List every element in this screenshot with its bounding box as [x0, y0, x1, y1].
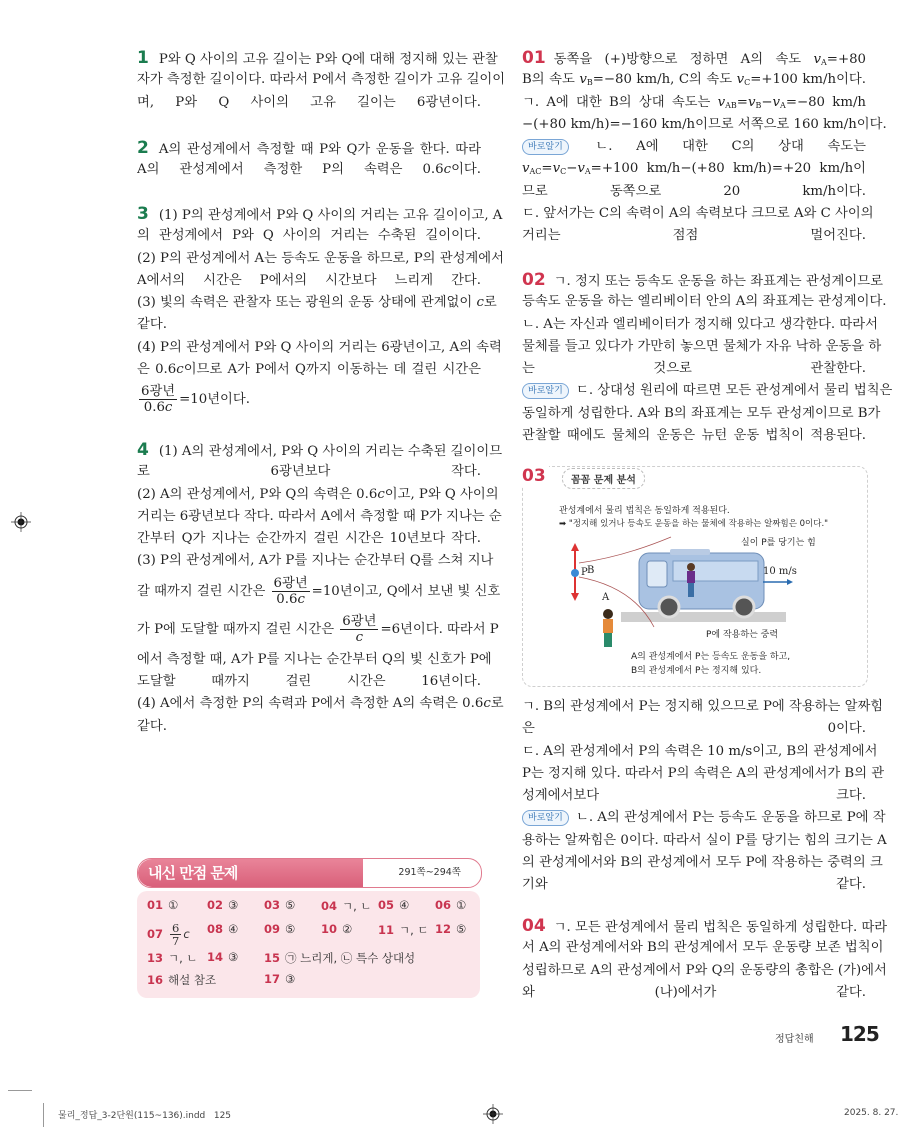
text-run: ㄱ. A에 대한 B의 상대 속도는: [522, 94, 718, 110]
text-run: =+100 km/h이다.: [750, 72, 866, 88]
answer-key-box: [137, 858, 480, 998]
text-line: [522, 114, 887, 136]
registration-mark-icon: [483, 1104, 503, 1124]
answer-key-number: 03: [264, 898, 281, 912]
answer-key-item: [207, 922, 238, 936]
text-run: 물체를 들고 있다가 가만히 놓으면 물체가 자유 낙하 운동을 하: [522, 338, 882, 354]
text-line: [137, 671, 481, 693]
text-run: (3) 빛의 속력은 관찰자 또는 광원의 운동 상태에 관계없이: [137, 295, 477, 311]
person-b-icon: [687, 563, 695, 597]
answer-key-number: 10: [321, 922, 338, 936]
text-run: ㄴ. A에 대한 C의 상대 속도는: [571, 139, 866, 155]
text-run: ㄱ. B의 관성계에서 P는 정지해 있으므로 P에 작용하는 알짜힘: [522, 699, 884, 714]
subscript: A: [780, 100, 786, 110]
answer-key-item: [321, 898, 372, 914]
text-line: [522, 403, 881, 425]
math-variable: v: [577, 161, 585, 177]
text-run: −: [566, 161, 578, 177]
speed-label: 10 m/s: [763, 566, 797, 577]
answer-key-number: 06: [435, 898, 452, 912]
text-line: [522, 158, 866, 180]
correction-badge: 바로알기: [522, 383, 569, 399]
answer-key-value: ①: [168, 898, 179, 912]
subscript: A: [584, 167, 591, 177]
text-line: [137, 573, 501, 611]
answer-number: 3: [137, 204, 149, 224]
text-line: [137, 359, 481, 381]
text-line: [137, 159, 481, 181]
text-run: 이므로 A가 P에서 Q까지 이동하는 데 걸린 시간은: [183, 362, 481, 378]
problem-number-03: 03: [522, 466, 549, 486]
math-variable: c: [377, 486, 385, 502]
answer-number: 2: [137, 138, 149, 158]
answer-key-body: [137, 891, 480, 998]
text-line: [522, 718, 866, 740]
page-number: 125: [840, 1022, 879, 1046]
text-run: −: [761, 94, 773, 110]
text-run: 에서 측정할 때, A가 P를 지나는 순간부터 Q의 빛 신호가 P에: [137, 651, 492, 667]
answer-key-value: ⑤: [456, 922, 467, 936]
answer-key-item: [147, 898, 178, 912]
text-run: (4) P의 관성계에서 P와 Q 사이의 거리는 6광년이고, A의 속력: [137, 339, 502, 355]
answer-key-item: [147, 922, 190, 947]
answer-key-number: 17: [264, 972, 281, 986]
answer-key-value: 해설 참조: [168, 973, 217, 987]
math-variable: v: [813, 52, 822, 67]
text-run: 로 6광년보다 작다.: [137, 464, 481, 480]
answer-key-item: [378, 922, 429, 938]
text-run: 로: [490, 696, 504, 712]
fraction: [340, 614, 378, 645]
law-arrow-text: ➡ "정지해 있거나 등속도 운동을 하는 물체에 작용하는 알짜힘은 0이다.": [559, 519, 829, 529]
text-line: [522, 874, 866, 896]
answer-key-value: ㉠ 느리게, ㉡ 특수 상대성: [285, 951, 416, 965]
text-line: [522, 203, 874, 225]
text-run: 서 A의 관성계에서와 B의 관성계에서 모두 운동량 보존 법칙이: [522, 940, 884, 956]
text-run: 은 0이다.: [522, 721, 866, 737]
text-line: [522, 136, 866, 158]
subscript: C: [744, 78, 751, 88]
text-run: (3) P의 관성계에서, A가 P를 지나는 순간부터 Q를 스쳐 지나: [137, 553, 494, 569]
tension-label: 실이 P를 당기는 힘: [741, 538, 816, 548]
text-run: 6광년: [273, 575, 308, 591]
text-run: 용하는 알짜힘은 0이다. 따라서 실이 P를 당기는 힘의 크기는 A: [522, 832, 887, 848]
math-variable: c: [355, 629, 364, 645]
label-p: P: [581, 567, 588, 578]
text-line: [137, 337, 502, 359]
text-run: 간부터 Q가 지나는 순간까지 걸린 시간은 10년보다 작다.: [137, 531, 481, 547]
answer-key-number: 07: [147, 927, 164, 941]
text-run: A의 관성계에서 측정할 때 P와 Q가 운동을 한다. 따라: [158, 142, 481, 157]
correction-badge: 바로알기: [522, 139, 569, 155]
text-run: =10년이다.: [179, 392, 250, 408]
text-line: [137, 439, 503, 461]
text-line: [137, 69, 506, 91]
text-line: [522, 92, 866, 114]
math-variable: c: [297, 591, 305, 607]
text-run: 가 P에 도달할 때까지 걸린 시간은: [137, 621, 339, 637]
problem-analysis-diagram: [522, 466, 868, 687]
answer-key-value: ③: [285, 972, 296, 986]
answer-key-item: [378, 898, 409, 912]
text-line: [522, 314, 878, 336]
text-line: [137, 716, 481, 738]
math-variable: v: [552, 161, 561, 177]
text-run: 와 (나)에서가 같다.: [522, 984, 866, 1000]
answer-key-number: 12: [435, 922, 452, 936]
answer-key-item: [207, 898, 238, 912]
answer-key-value: ⑤: [285, 922, 296, 936]
answer-key-number: 01: [147, 898, 164, 912]
answer-key-value: ④: [399, 898, 410, 912]
text-line: [522, 763, 885, 785]
analysis-pill: 꼼꼼 문제 분석: [562, 468, 645, 489]
answer-key-item: [207, 950, 238, 964]
answer-key-number: 14: [207, 950, 224, 964]
right-answer-01: [522, 47, 887, 248]
answer-number: 04: [522, 916, 546, 936]
fraction: [139, 384, 177, 415]
text-run: =−80 km/h: [785, 94, 866, 110]
text-run: P와 Q 사이의 고유 길이는 P와 Q에 대해 정지해 있는 관찰: [158, 52, 498, 67]
subscript: B: [755, 100, 762, 110]
answer-key-value: ①: [456, 898, 467, 912]
text-line: [522, 291, 887, 313]
text-line: [137, 137, 481, 159]
answer-key-item: [264, 972, 295, 986]
left-answer-3: [137, 203, 504, 419]
numerator: [340, 614, 378, 630]
answer-key-value: ㄱ, ㄷ: [399, 923, 429, 937]
text-line: [522, 852, 883, 874]
numerator: [139, 384, 177, 400]
text-run: ㄱ. 정지 또는 등속도 운동을 하는 좌표계는 관성계이므로: [553, 274, 883, 289]
answer-key-number: 04: [321, 899, 338, 913]
text-run: 거리는 6광년보다 작다. 따라서 A에서 측정할 때 P가 지나는 순: [137, 508, 502, 524]
text-line: [137, 693, 504, 715]
text-run: 0.6: [143, 400, 165, 416]
text-line: [522, 741, 878, 763]
caption-2: B의 관성계에서 P는 정지해 있다.: [631, 666, 762, 676]
text-line: [137, 506, 502, 528]
text-run: 6광년: [141, 384, 176, 400]
registration-mark-icon: [11, 512, 31, 532]
text-run: 며, P와 Q 사이의 고유 길이는 6광년이다.: [137, 94, 481, 110]
text-run: (2) A의 관성계에서, P와 Q의 속력은 0.6: [137, 486, 378, 502]
text-run: B의 속도: [522, 72, 580, 88]
gravity-label: P에 작용하는 중력: [706, 630, 779, 640]
text-run: 자가 측정한 길이이다. 따라서 P에서 측정한 길이가 고유 길이이: [137, 72, 506, 88]
text-line: [522, 69, 866, 91]
text-run: A의 관성계에서 측정한 P의 속력은 0.6: [137, 162, 444, 178]
text-line: [137, 47, 498, 69]
answer-key-number: 11: [378, 923, 395, 937]
answer-key-number: 08: [207, 922, 224, 936]
text-run: 6광년: [342, 613, 377, 629]
answer-key-value: ③: [228, 950, 239, 964]
text-run: =: [541, 161, 553, 177]
answer-key-item: [435, 922, 466, 936]
text-line: [137, 381, 481, 419]
answer-number: 02: [522, 270, 546, 290]
answer-key-number: 09: [264, 922, 281, 936]
text-run: =+80: [826, 52, 866, 67]
answer-key-number: 15: [264, 951, 281, 965]
wheel: [734, 597, 754, 617]
answer-key-header: [137, 858, 482, 888]
text-run: 동일하게 성립한다. A와 B의 좌표계는 모두 관성계이므로 B가: [522, 405, 881, 421]
caption-1: A의 관성계에서 P는 등속도 운동을 하고,: [631, 652, 791, 662]
math-variable: v: [579, 72, 587, 88]
right-answer-04: [522, 915, 888, 1004]
crop-mark: [43, 1103, 44, 1127]
text-run: ㄷ. 앞서가는 C의 속력이 A의 속력보다 크므로 A와 C 사이의: [522, 206, 874, 222]
answer-key-item: [147, 972, 216, 988]
subscript: AC: [529, 167, 542, 177]
text-line: [137, 550, 494, 572]
answer-key-value: ④: [228, 922, 239, 936]
text-line: [522, 425, 866, 447]
text-line: [522, 269, 883, 291]
text-line: [522, 225, 866, 247]
text-line: [137, 270, 481, 292]
subscript: B: [586, 78, 593, 88]
slug-date: 2025. 8. 27.: [844, 1108, 899, 1118]
text-line: [522, 380, 893, 402]
text-run: 은 0.6: [137, 362, 177, 378]
math-variable: v: [747, 94, 756, 110]
fraction: [170, 922, 181, 947]
wheel: [659, 597, 679, 617]
math-variable: c: [164, 400, 173, 416]
math-variable: c: [183, 927, 190, 941]
ball-p: [571, 569, 579, 577]
text-run: 성립하므로 A의 관성계에서 P와 Q의 운동량의 총합은 (가)에서: [522, 962, 887, 978]
answer-key-value: ③: [228, 898, 239, 912]
text-line: [522, 982, 866, 1004]
text-run: 0.6: [276, 591, 298, 607]
text-run: (1) P의 관성계에서 P와 Q 사이의 거리는 고유 길이이고, A: [158, 208, 503, 223]
answer-key-item: [264, 922, 295, 936]
math-variable: c: [176, 362, 184, 378]
denominator: [340, 630, 378, 645]
text-run: =10년이고, Q에서 보낸 빛 신호: [311, 583, 501, 599]
math-variable: v: [772, 94, 781, 110]
text-run: 등속도 운동을 하는 엘리베이터 안의 A의 좌표계는 관성계이다.: [522, 294, 887, 310]
answer-number: 4: [137, 440, 149, 460]
text-run: A에서의 시간은 P에서의 시간보다 느리게 간다.: [137, 272, 481, 288]
text-run: 도달할 때까지 걸린 시간은 16년이다.: [137, 674, 481, 690]
answer-key-number: 16: [147, 973, 164, 987]
left-answer-4: [137, 439, 504, 738]
text-line: [137, 528, 481, 550]
text-line: [137, 92, 481, 114]
text-line: [137, 292, 497, 314]
law-text: 관성계에서 물리 법칙은 동일하게 적용된다.: [559, 506, 730, 516]
text-run: 이다.: [451, 162, 481, 178]
text-line: [137, 461, 481, 483]
answer-number: 01: [522, 48, 546, 68]
numerator: 6: [172, 921, 180, 935]
text-run: (1) A의 관성계에서, P와 Q 사이의 거리는 수축된 길이이므: [158, 444, 503, 459]
denominator: 7: [172, 934, 180, 948]
slug-file: 물리_정답_3-2단원(115~136).indd 125: [58, 1111, 232, 1121]
answer-key-value: ㄱ, ㄴ: [168, 951, 198, 965]
correction-badge: 바로알기: [522, 810, 569, 826]
answer-number: 1: [137, 48, 149, 68]
text-line: [522, 807, 886, 829]
text-run: =6년이다. 따라서 P: [380, 621, 499, 637]
numerator: [272, 576, 310, 592]
text-line: [522, 915, 888, 937]
text-line: [137, 225, 481, 247]
text-run: =+100 km/h−(+80 km/h)=+20 km/h이: [590, 161, 866, 177]
answer-key-value: ②: [342, 922, 353, 936]
text-run: ㄷ. A의 관성계에서 P의 속력은 10 m/s이고, B의 관성계에서: [522, 743, 878, 759]
person-a-icon: [603, 609, 613, 647]
text-run: =−80 km/h, C의 속도: [592, 72, 737, 88]
answer-key-title: 내신 만점 문제: [138, 859, 363, 887]
text-line: [522, 47, 866, 69]
text-line: [522, 181, 866, 203]
text-line: [137, 203, 503, 225]
text-run: 동쪽을 (+)방향으로 정하면 A의 속도: [553, 52, 814, 67]
subscript: A: [821, 58, 827, 67]
fraction: [272, 576, 310, 607]
text-line: [137, 484, 499, 506]
math-variable: c: [476, 295, 484, 311]
left-answer-2: [137, 137, 481, 182]
text-run: 므로 동쪽으로 20 km/h이다.: [522, 183, 866, 199]
text-line: [522, 830, 887, 852]
math-variable: v: [736, 72, 745, 88]
text-run: 의 관성계에서 P와 Q 사이의 거리는 수축된 길이이다.: [137, 228, 481, 244]
text-run: 로: [483, 295, 497, 311]
text-run: 같다.: [137, 718, 167, 734]
text-line: [522, 937, 884, 959]
answer-key-item: [264, 898, 295, 912]
math-variable: v: [717, 94, 726, 110]
text-line: [137, 314, 481, 336]
text-line: [137, 248, 504, 270]
crop-mark: [8, 1090, 32, 1091]
text-run: 갈 때까지 걸린 시간은: [137, 583, 270, 599]
math-variable: c: [443, 162, 452, 178]
text-line: [522, 696, 884, 718]
text-run: 의 관성계에서와 B의 관성계에서 모두 P에 작용하는 중력의 크: [522, 855, 883, 871]
text-run: P는 정지해 있다. 따라서 P의 속력은 A의 관성계에서가 B의 관: [522, 765, 885, 781]
answer-key-item: [264, 950, 415, 966]
text-run: ㄷ. 상대성 원리에 따르면 모든 관성계에서 물리 법칙은: [571, 383, 893, 399]
answer-key-number: 02: [207, 898, 224, 912]
label-a: A: [602, 592, 610, 603]
denominator: [139, 400, 177, 415]
answer-key-value: ㄱ, ㄴ: [342, 899, 372, 913]
label-b: B: [587, 565, 595, 576]
text-run: (4) A에서 측정한 P의 속력과 P에서 측정한 A의 속력은 0.6: [137, 696, 484, 712]
math-variable: v: [522, 161, 530, 177]
text-run: −(+80 km/h)=−160 km/h이므로 서쪽으로 160 km/h이다.: [522, 116, 887, 132]
text-run: 기와 같다.: [522, 877, 866, 893]
text-line: [522, 785, 866, 807]
answer-key-value: ⑤: [285, 898, 296, 912]
subscript: C: [560, 167, 567, 177]
text-line: [522, 336, 882, 358]
text-run: =: [736, 94, 748, 110]
text-run: 성계에서보다 크다.: [522, 788, 866, 804]
answer-key-item: [147, 950, 198, 966]
denominator: [272, 592, 310, 607]
text-line: [522, 358, 866, 380]
left-answer-1: [137, 47, 506, 114]
text-line: [137, 611, 499, 649]
text-run: 는 것으로 관찰한다.: [522, 361, 866, 377]
text-run: ㄱ. 모든 관성계에서 물리 법칙은 동일하게 성립한다. 따라: [553, 920, 888, 935]
section-name: 정답친해: [775, 1034, 814, 1045]
text-line: [137, 649, 492, 671]
text-run: (2) P의 관성계에서 A는 등속도 운동을 하므로, P의 관성계에서: [137, 250, 504, 266]
answer-key-item: [321, 922, 352, 936]
answer-key-item: [435, 898, 466, 912]
text-run: 관찰할 때에도 물체의 운동은 뉴턴 운동 법칙이 적용된다.: [522, 428, 866, 444]
subscript: AB: [725, 100, 737, 110]
right-answer-03-cont: [522, 696, 887, 897]
text-line: [522, 960, 887, 982]
text-run: ㄴ. A는 자신과 엘리베이터가 정지해 있다고 생각한다. 따라서: [522, 316, 878, 332]
text-run: 거리는 점점 멀어진다.: [522, 228, 866, 244]
text-run: 이고, P와 Q 사이의: [384, 486, 499, 502]
answer-key-page-range: 291쪽~294쪽: [398, 867, 461, 878]
answer-key-number: 05: [378, 898, 395, 912]
math-variable: c: [483, 696, 491, 712]
right-answer-02: [522, 269, 893, 447]
text-run: 같다.: [137, 317, 167, 333]
text-run: ㄴ. A의 관성계에서 P는 등속도 운동을 하므로 P에 작: [571, 810, 886, 826]
answer-key-number: 13: [147, 951, 164, 965]
